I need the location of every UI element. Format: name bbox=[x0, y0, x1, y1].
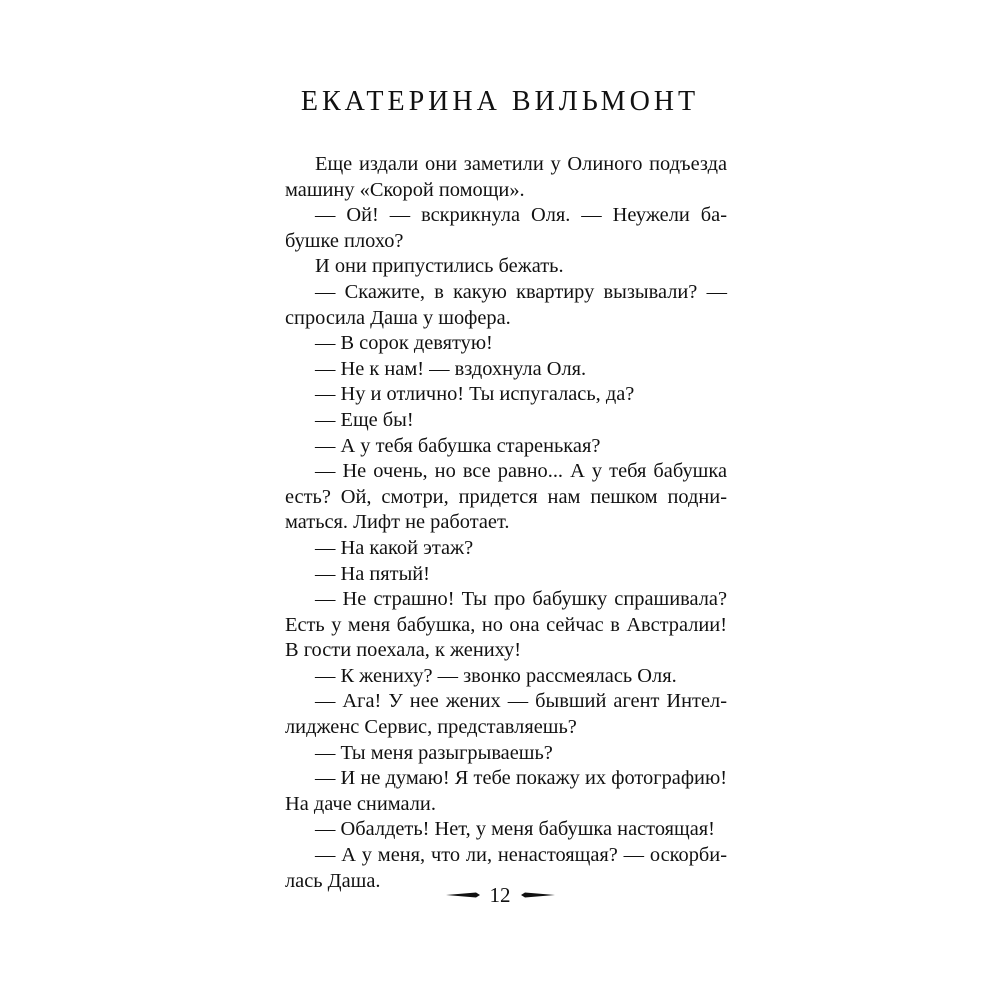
text-line: — А у меня, что ли, ненастоящая? — оскорби- bbox=[315, 844, 727, 867]
text-line: В гости поехала, к жениху! bbox=[285, 639, 522, 662]
text-line: На даче снимали. bbox=[285, 792, 436, 815]
page-folio bbox=[0, 882, 1000, 908]
text-line: — Ну и отлично! Ты испугалась, да? bbox=[315, 383, 635, 406]
text-line: лась Даша. bbox=[285, 869, 381, 892]
text-line: — На пятый! bbox=[315, 562, 430, 585]
text-line: — Не очень, но все равно... А у тебя бабушка bbox=[315, 460, 727, 483]
folio-ornament-left bbox=[446, 891, 480, 899]
text-line: — На какой этаж? bbox=[315, 536, 474, 559]
text-line: бушке плохо? bbox=[285, 229, 404, 252]
text-line: — Ты меня разыгрываешь? bbox=[315, 741, 553, 764]
text-line: И они припустились бежать. bbox=[315, 255, 564, 278]
text-line: — Скажите, в какую квартиру вызывали? — bbox=[315, 280, 727, 303]
page-number: 12 bbox=[489, 883, 511, 907]
text-line: — Ага! У нее жених — бывший агент Интел- bbox=[315, 690, 727, 713]
text-line: — Еще бы! bbox=[315, 408, 414, 431]
text-line: — Ой! — вскрикнула Оля. — Неужели ба- bbox=[315, 204, 727, 227]
text-line: Есть у меня бабушка, но она сейчас в Австралии! bbox=[285, 613, 727, 636]
text-line: — В сорок девятую! bbox=[315, 332, 493, 355]
text-line: спросила Даша у шофера. bbox=[285, 306, 511, 329]
text-line: — А у тебя бабушка старенькая? bbox=[315, 434, 601, 457]
text-line: Еще издали они заметили у Олиного подъезда bbox=[315, 153, 727, 175]
text-line: — Обалдеть! Нет, у меня бабушка настоящая! bbox=[315, 818, 715, 841]
text-line: маться. Лифт не работает. bbox=[285, 511, 510, 534]
text-line: — К жениху? — звонко рассмеялась Оля. bbox=[315, 664, 677, 687]
text-line: — Не к нам! — вздохнула Оля. bbox=[315, 357, 587, 380]
text-line: машину «Скорой помощи». bbox=[285, 178, 525, 201]
folio-ornament-right bbox=[521, 891, 555, 899]
text-line: есть? Ой, смотри, придется нам пешком подни- bbox=[285, 485, 727, 508]
text-line: лидженс Сервис, представляешь? bbox=[285, 716, 577, 739]
text-line: — Не страшно! Ты про бабушку спрашивала? bbox=[315, 588, 727, 611]
body-text bbox=[285, 152, 727, 894]
running-header-author: ЕКАТЕРИНА ВИЛЬМОНТ bbox=[300, 86, 700, 117]
text-line: — И не думаю! Я тебе покажу их фотографию! bbox=[315, 767, 727, 790]
